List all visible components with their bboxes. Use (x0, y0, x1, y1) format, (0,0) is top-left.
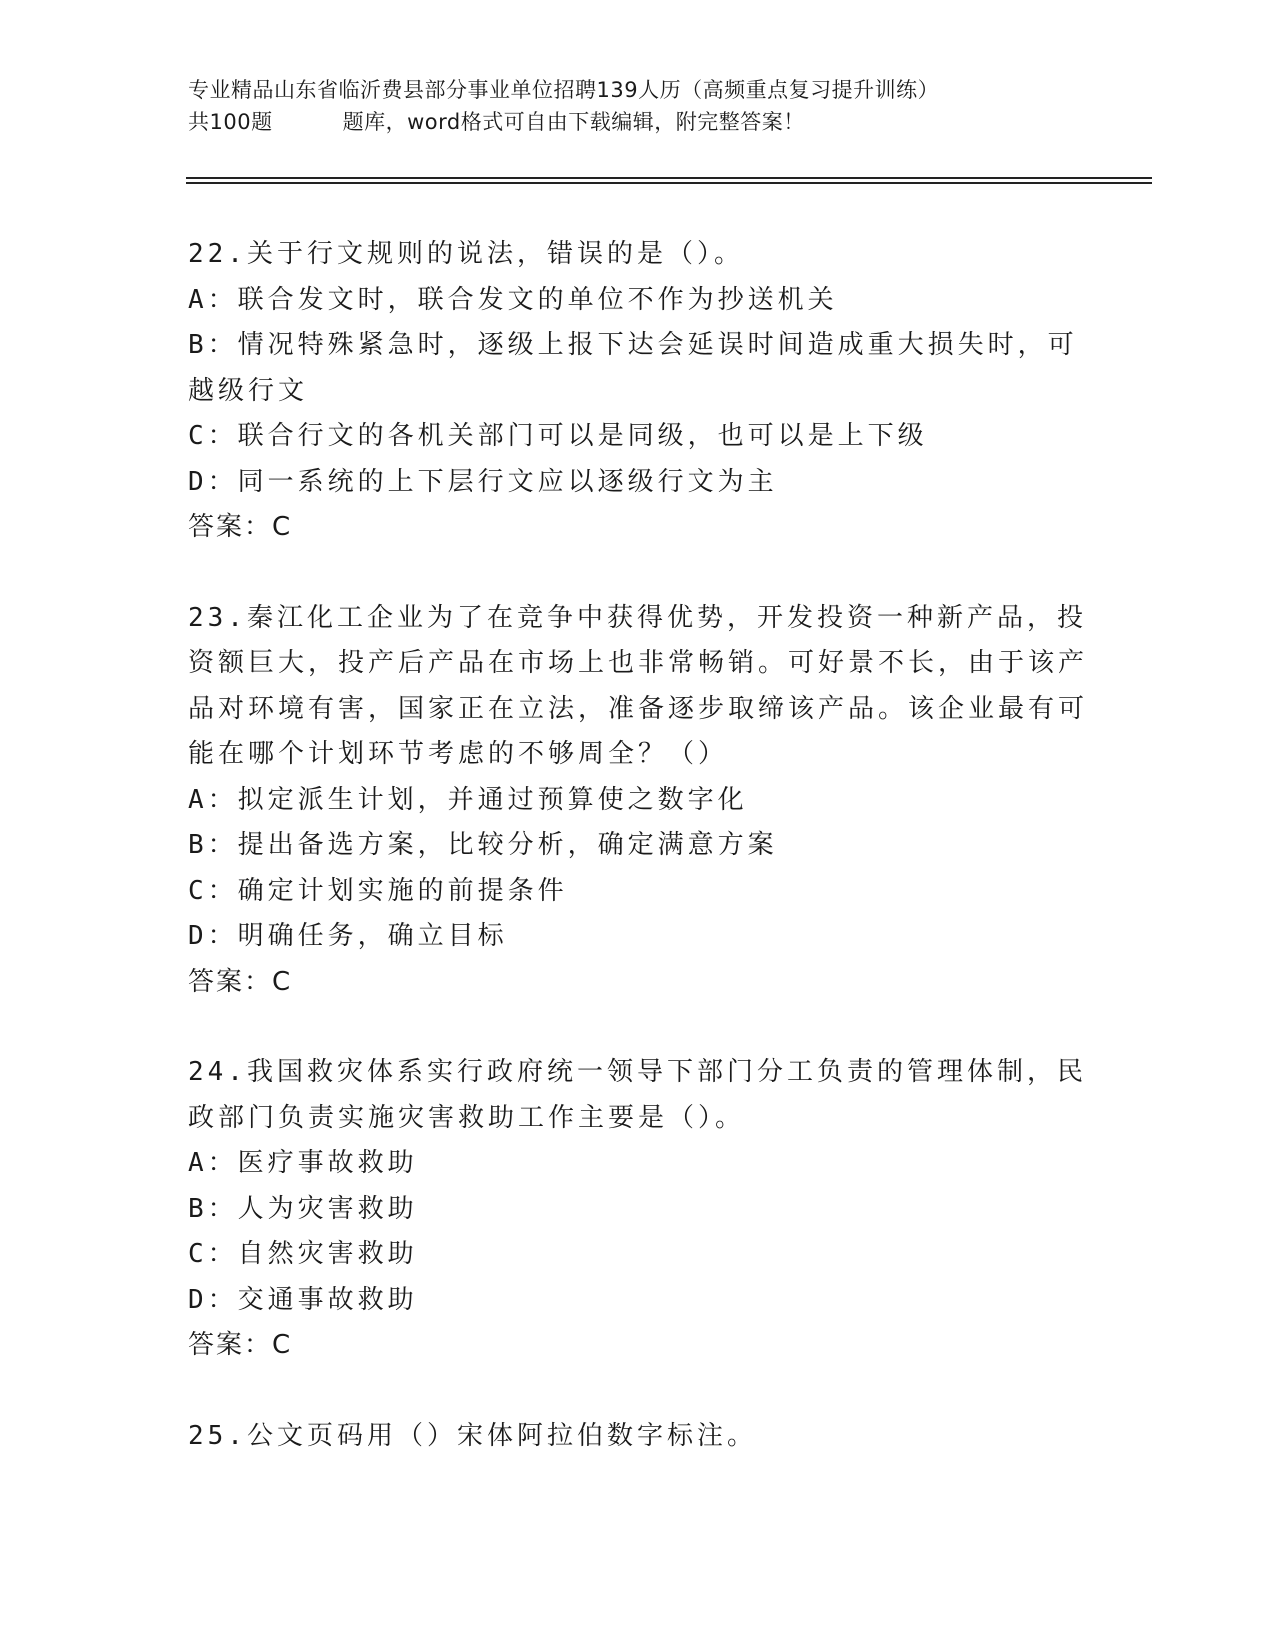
question-stem: 22.关于行文规则的说法，错误的是（）。 (188, 239, 744, 269)
option-c: C：自然灾害救助 (188, 1239, 418, 1269)
question-list (188, 232, 1088, 1459)
question-stem: 24.我国救灾体系实行政府统一领导下部门分工负责的管理体制，民政部门负责实施灾害救助工作主要是（）。 (188, 1057, 1087, 1133)
question-25 (188, 1414, 1088, 1460)
option-b: B：情况特殊紧急时，逐级上报下达会延误时间造成重大损失时，可越级行文 (188, 330, 1078, 406)
option-a: A：医疗事故救助 (188, 1148, 418, 1178)
answer-line: 答案：C (188, 512, 293, 542)
option-c: C：确定计划实施的前提条件 (188, 875, 568, 906)
question-stem: 25.公文页码用（）宋体阿拉伯数字标注。 (188, 1420, 757, 1451)
answer-line: 答案：C (188, 1330, 293, 1360)
header-divider-bottom (186, 182, 1152, 184)
question-22 (188, 232, 1088, 551)
question-24 (188, 1050, 1088, 1369)
question-23 (188, 596, 1088, 1006)
option-b: B：提出备选方案，比较分析，确定满意方案 (188, 830, 778, 860)
option-c: C：联合行文的各机关部门可以是同级，也可以是上下级 (188, 421, 928, 451)
header-question-count: 共100题 (188, 110, 273, 134)
option-a: A：拟定派生计划，并通过预算使之数字化 (188, 784, 748, 815)
header-subtitle-line (188, 106, 1148, 138)
option-d: D：同一系统的上下层行文应以逐级行文为主 (188, 466, 778, 497)
option-a: A：联合发文时，联合发文的单位不作为抄送机关 (188, 284, 838, 315)
header-divider-top (186, 177, 1152, 179)
document-header (188, 74, 1148, 138)
option-b: B：人为灾害救助 (188, 1193, 418, 1224)
question-stem: 23.秦江化工企业为了在竞争中获得优势，开发投资一种新产品，投资额巨大，投产后产品在市场上也非常畅销。可好景不长，由于该产品对环境有害，国家正在立法，准备逐步取缔该产品。该企业最有可能在哪个计划环节考虑的不够周全？（） (188, 602, 1089, 769)
option-d: D：交通事故救助 (188, 1284, 418, 1315)
option-d: D：明确任务，确立目标 (188, 921, 508, 951)
header-description: 题库，word格式可自由下载编辑，附完整答案！ (342, 110, 805, 134)
header-title-line: 专业精品山东省临沂费县部分事业单位招聘139人历（高频重点复习提升训练） (188, 78, 940, 102)
answer-line: 答案：C (188, 966, 293, 997)
